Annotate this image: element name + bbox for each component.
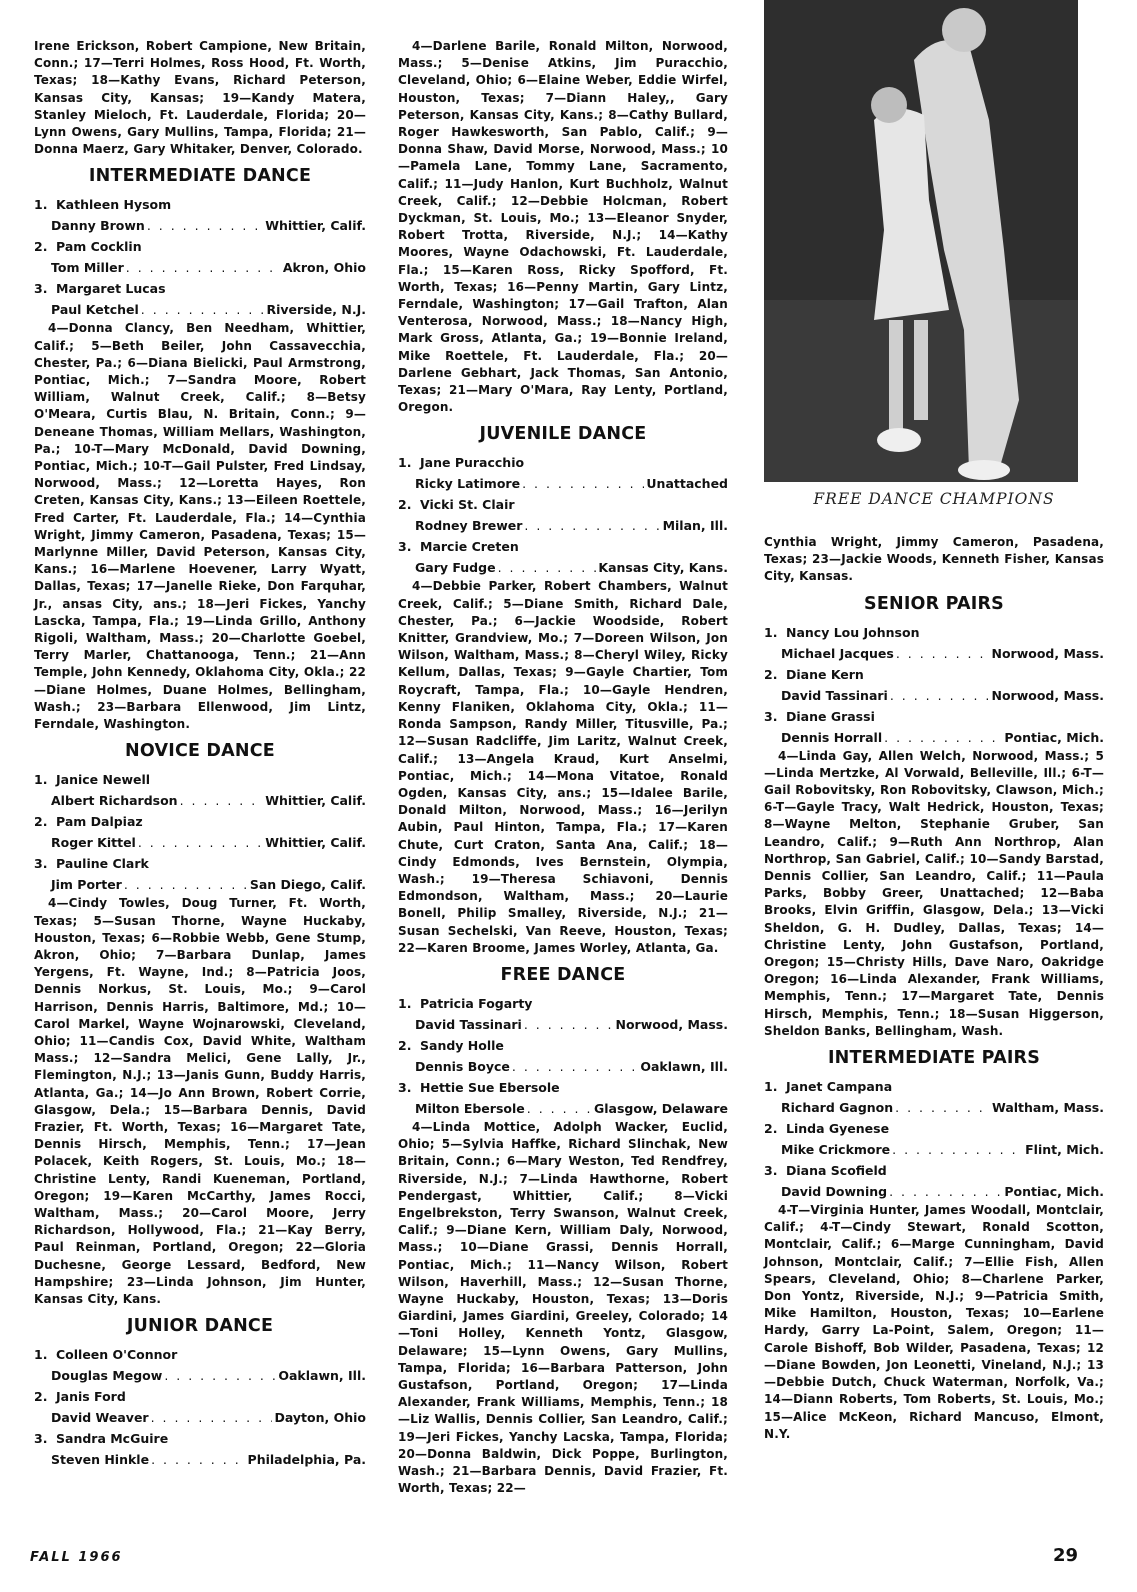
placing-entry	[34, 278, 366, 320]
section-title-novice-dance: NOVICE DANCE	[125, 741, 275, 762]
dot-leader	[138, 832, 263, 853]
dot-leader	[164, 1365, 276, 1386]
placing-club-city: Milan, Ill.	[662, 518, 728, 534]
placing-partner-line	[764, 1097, 1104, 1118]
placing-club-city: Dayton, Ohio	[274, 1410, 366, 1426]
placing-number: 3.	[34, 856, 48, 872]
results-paragraph-free-dance-continued: Cynthia Wright, Jimmy Cameron, Pasadena, Texas; 23—Jackie Woods, Kenneth Fisher, Kansas City, Kansas.	[764, 535, 1104, 584]
placing-skater-partner: David Downing	[781, 1184, 888, 1200]
placing-number: 1.	[398, 995, 412, 1011]
placing-club-city: Whittier, Calif.	[265, 218, 366, 234]
placing-skater-partner: Milton Ebersole	[415, 1100, 525, 1116]
placing-skater-partner: Ricky Latimore	[415, 476, 521, 492]
placing-number: 1.	[34, 1347, 48, 1363]
placing-skater-partner: David Tassinari	[781, 687, 888, 703]
placing-head	[398, 452, 728, 473]
placing-head	[398, 993, 728, 1014]
placing-skater-partner: Michael Jacques	[781, 645, 894, 661]
placing-entry	[764, 1118, 1104, 1160]
placing-head	[764, 1076, 1104, 1097]
female-skater-head	[871, 87, 907, 123]
placing-skater-lady: Marcie Creten	[420, 539, 519, 555]
dot-leader	[522, 473, 644, 494]
skate-boot-2	[958, 460, 1010, 480]
placing-entry	[398, 494, 728, 536]
placing-head	[398, 1077, 728, 1098]
placing-club-city: Pontiac, Mich.	[1004, 1184, 1104, 1200]
results-paragraph-intermediate-pairs: 4-T—Virginia Hunter, James Woodall, Montclair, Calif.; 4-T—Cindy Stewart, Ronald Scotton, Montclair, Calif.; 6—Marge Cunningham, David Johnson, Montclair, Calif.; 7—Ellie Fish, Allen Spears, Cleveland, Ohio; 8—Charlene Parker, Don Yontz, Riverside, N.J.; 9—Patricia Smith, Mike Hamilton, Houston, Texas; 10—Earlene Hardy, Garry La-Point, Salem, Oregon; 11—Carole Bishoff, Bob Wilder, Pasadena, Texas; 12—Diane Bowden, Jon Leonetti, Vineland, N.J.; 13—Debbie Dutch, Chuck Waterman, Norfolk, Va.; 14—Diann Roberts, Tom Roberts, St. Louis, Mo.; 15—Alice McKeon, Richard Mancuso, Elmont, N.Y.	[764, 1203, 1104, 1441]
placing-number: 2.	[34, 239, 48, 255]
placings-intermediate-dance	[34, 194, 366, 320]
placing-number: 1.	[764, 1079, 778, 1095]
placing-club-city: Unattached	[646, 476, 728, 492]
placing-entry	[34, 769, 366, 811]
placing-club-city: Philadelphia, Pa.	[247, 1452, 366, 1468]
placing-entry	[398, 452, 728, 494]
photo-caption: FREE DANCE CHAMPIONS	[813, 490, 1055, 508]
placing-entry	[34, 811, 366, 853]
dot-leader	[524, 1014, 614, 1035]
champions-photo	[764, 0, 1078, 482]
placing-club-city: Norwood, Mass.	[615, 1016, 728, 1032]
placing-club-city: San Diego, Calif.	[249, 877, 366, 893]
placing-number: 2.	[398, 1037, 412, 1053]
section-title-free-dance: FREE DANCE	[500, 964, 626, 985]
results-paragraph-juvenile-dance: 4—Debbie Parker, Robert Chambers, Walnut Creek, Calif.; 5—Diane Smith, Richard Dale, Chester, Pa.; 6—Jackie Woodside, Robert Knitter, Grandview, Mo.; 7—Doreen Wilson, Jon Wilson, Waltham, Mass.; 8—Cheryl Wiley, Ricky Kellum, Dallas, Texas; 9—Gayle Chartier, Tom Roycraft, Tampa, Fla.; 10—Gayle Hendren, Kenny Flaniken, Oklahoma City, Okla.; 11—Ronda Sampson, Randy Miller, Titusville, Pa.; 12—Susan Radcliffe, Jim Laritz, Walnut Creek, Calif.; 13—Angela Kraud, Kurt Anselmi, Pontiac, Mich.; 14—Mona Vitatoe, Ronald Ogden, Kansas City, ans.; 15—Idalee Barile, Donald Milton, Norwood, Mass.; 16—Jerilyn Aubin, Paul Hinton, Tampa, Fla.; 17—Karen Chute, Curt Craton, Santa Ana, Calif.; 18—Cindy Edmonds, Ives Bernstein, Olympia, Wash.; 19—Theresa Schiavoni, Dennis Edmondson, Waltham, Mass.; 20—Laurie Bonell, Philip Smalley, Riverside, N.J.; 21—Susan Sechelski, Van Reeve, Houston, Texas; 22—Karen Broome, James Worley, Atlanta, Ga.	[398, 579, 728, 955]
placings-free-dance	[398, 993, 728, 1119]
placing-partner-line	[34, 874, 366, 895]
placing-entry	[398, 1077, 728, 1119]
placing-number: 2.	[764, 1121, 778, 1137]
placing-entry	[34, 1386, 366, 1428]
placing-partner-line	[398, 557, 728, 578]
placing-head	[764, 622, 1104, 643]
placing-skater-partner: Albert Richardson	[51, 793, 178, 809]
placing-head	[764, 706, 1104, 727]
placing-skater-partner: Gary Fudge	[415, 560, 496, 576]
placing-partner-line	[398, 1014, 728, 1035]
placing-club-city: Flint, Mich.	[1025, 1142, 1104, 1158]
placing-partner-line	[34, 1449, 366, 1470]
female-skater-leg-2	[914, 320, 928, 420]
placing-partner-line	[34, 1365, 366, 1386]
dot-leader	[512, 1056, 638, 1077]
placing-head	[34, 1428, 366, 1449]
placing-skater-lady: Vicki St. Clair	[420, 497, 515, 513]
dot-leader	[527, 1098, 592, 1119]
section-title-intermediate-pairs: INTERMEDIATE PAIRS	[827, 1048, 1041, 1069]
placing-partner-line	[398, 1098, 728, 1119]
placing-partner-line	[764, 1181, 1104, 1202]
placing-skater-partner: David Tassinari	[415, 1016, 522, 1032]
placing-skater-lady: Pam Dalpiaz	[56, 814, 143, 830]
placing-entry	[398, 1035, 728, 1077]
dot-leader	[180, 790, 264, 811]
section-title-senior-pairs: SENIOR PAIRS	[864, 593, 1004, 614]
column-left	[34, 38, 366, 1470]
placing-entry	[764, 706, 1104, 748]
placing-skater-lady: Janis Ford	[56, 1389, 126, 1405]
placing-partner-line	[398, 1056, 728, 1077]
section-title-intermediate-dance: INTERMEDIATE DANCE	[88, 166, 312, 187]
placing-skater-partner: Paul Ketchel	[51, 302, 139, 318]
issue-label: FALL 1966	[30, 1550, 123, 1565]
placing-skater-lady: Sandra McGuire	[56, 1431, 169, 1447]
placing-entry	[34, 1344, 366, 1386]
placings-juvenile-dance	[398, 452, 728, 578]
dot-leader	[151, 1407, 273, 1428]
placing-skater-partner: Roger Kittel	[51, 835, 136, 851]
placing-number: 3.	[34, 281, 48, 297]
placing-partner-line	[34, 299, 366, 320]
placing-skater-lady: Patricia Fogarty	[420, 995, 533, 1011]
placings-junior-dance	[34, 1344, 366, 1470]
placing-number: 3.	[398, 1079, 412, 1095]
placing-number: 3.	[34, 1431, 48, 1447]
results-paragraph-intermediate-dance: 4—Donna Clancy, Ben Needham, Whittier, Calif.; 5—Beth Beiler, John Cassavecchia, Chester, Pa.; 6—Diana Bielicki, Paul Armstrong, Pontiac, Mich.; 7—Sandra Moore, Robert William, Walnut Creek, Calif.; 8—Betsy O'Meara, Curtis Blau, N. Britain, Conn.; 9—Deneane Thomas, William Mellars, Washington, Pa.; 10-T—Mary McDonald, David Downing, Pontiac, Mich.; 10-T—Gail Pulster, Fred Lindsay, Norwood, Mass.; 12—Loretta Hayes, Ron Creten, Kansas City, Kans.; 13—Eileen Roettele, Fred Carter, Ft. Lauderdale, Fla.; 14—Cynthia Wright, Jimmy Cameron, Pasadena, Texas; 15—Marlynne Miller, David Peterson, Kansas City, Kans.; 16—Marlene Hoevener, Larry Wyatt, Dallas, Texas; 17—Janelle Rieke, Don Farquhar, Jr., ansas City, ans.; 18—Jeri Fickes, Yanchy Lascka, Tampa, Fla.; 19—Linda Grillo, Anthony Rigoli, Waltham, Mass.; 20—Charlotte Goebel, Terry Marler, Chattanooga, Tenn.; 21—Ann Temple, John Kennedy, Oklahoma City, Okla.; 22—Diane Holmes, Duane Holmes, Bellingham, Wash.; 23—Barbara Ellenwood, Jim Lintz, Ferndale, Washington.	[34, 321, 366, 732]
results-continued-paragraph: Irene Erickson, Robert Campione, New Britain, Conn.; 17—Terri Holmes, Ross Hood, Ft. Worth, Texas; 18—Kathy Evans, Richard Peterson, Kansas City, Kansas; 19—Kandy Matera, Stanley Mieloch, Ft. Lauderdale, Florida; 20—Lynn Owens, Gary Mullins, Tampa, Florida; 21—Donna Maerz, Gary Whitaker, Denver, Colorado.	[34, 39, 366, 157]
placing-entry	[398, 536, 728, 578]
placing-skater-partner: Rodney Brewer	[415, 518, 523, 534]
dot-leader	[141, 299, 265, 320]
placing-entry	[764, 622, 1104, 664]
placing-head	[764, 664, 1104, 685]
placing-skater-partner: Richard Gagnon	[781, 1100, 894, 1116]
placing-entry	[764, 664, 1104, 706]
placing-partner-line	[34, 1407, 366, 1428]
placing-skater-lady: Diane Grassi	[786, 708, 875, 724]
placing-partner-line	[34, 832, 366, 853]
dot-leader	[890, 685, 990, 706]
placing-skater-lady: Kathleen Hysom	[56, 197, 172, 213]
placing-skater-lady: Pam Cocklin	[56, 239, 142, 255]
placing-head	[34, 811, 366, 832]
placing-skater-partner: Dennis Boyce	[415, 1058, 510, 1074]
dot-leader	[884, 727, 1002, 748]
placing-number: 1.	[34, 197, 48, 213]
placing-partner-line	[34, 215, 366, 236]
placing-head	[398, 1035, 728, 1056]
placing-head	[764, 1118, 1104, 1139]
placing-partner-line	[34, 257, 366, 278]
placing-skater-lady: Jane Puracchio	[420, 455, 525, 471]
placing-number: 3.	[764, 1163, 778, 1179]
placing-skater-partner: David Weaver	[51, 1410, 149, 1426]
placing-skater-lady: Linda Gyenese	[786, 1121, 890, 1137]
placing-head	[34, 1344, 366, 1365]
skating-couple-illustration	[764, 0, 1078, 482]
page-number: 29	[1053, 1545, 1079, 1566]
male-skater-head	[942, 8, 986, 52]
skate-boot	[877, 428, 921, 452]
placing-skater-lady: Pauline Clark	[56, 856, 149, 872]
placing-skater-lady: Hettie Sue Ebersole	[420, 1079, 560, 1095]
dot-leader	[895, 1097, 990, 1118]
placing-club-city: Akron, Ohio	[282, 260, 366, 276]
placing-skater-lady: Nancy Lou Johnson	[786, 624, 920, 640]
placings-senior-pairs	[764, 622, 1104, 748]
placing-head	[34, 194, 366, 215]
placing-head	[34, 769, 366, 790]
placing-entry	[398, 993, 728, 1035]
placing-number: 1.	[34, 772, 48, 788]
placing-entry	[764, 1160, 1104, 1202]
results-paragraph-junior-dance: 4—Darlene Barile, Ronald Milton, Norwood, Mass.; 5—Denise Atkins, Jim Puracchio, Cleveland, Ohio; 6—Elaine Weber, Eddie Wirfel, Houston, Texas; 7—Diann Haley,, Gary Peterson, Kansas City, Kans.; 8—Cathy Bullard, Roger Hawkesworth, San Pablo, Calif.; 9—Donna Shaw, David Morse, Norwood, Mass.; 10—Pamela Lane, Tommy Lane, Sacramento, Calif.; 11—Judy Hanlon, Kurt Buchholz, Walnut Creek, Calif.; 12—Debbie Holcman, Robert Dyckman, St. Louis, Mo.; 13—Eleanor Snyder, Robert Trotta, Riverside, N.J.; 14—Kathy Moores, Wayne Odachowski, Ft. Lauderdale, Fla.; 15—Karen Ross, Ricky Spofford, Ft. Worth, Texas; 16—Penny Martin, Gary Lintz, Ferndale, Washington; 17—Gail Trafton, Alan Venterosa, Norwood, Mass.; 18—Nancy High, Mark Gross, Atlanta, Ga.; 19—Bonnie Ireland, Mike Roettele, Ft. Lauderdale, Fla.; 20—Darlene Gebhart, Jack Thomas, San Antonio, Texas; 21—Mary O'Mara, Ray Lenty, Portland, Oregon.	[398, 39, 728, 415]
placing-entry	[764, 1076, 1104, 1118]
dot-leader	[124, 874, 248, 895]
placing-number: 2.	[34, 814, 48, 830]
section-title-juvenile-dance: JUVENILE DANCE	[479, 424, 647, 445]
results-paragraph-senior-pairs: 4—Linda Gay, Allen Welch, Norwood, Mass.; 5—Linda Mertzke, Al Vorwald, Belleville, Ill.; 6-T—Gail Robovitsky, Ron Robovitsky, Clawson, Mich.; 6-T—Gayle Tracy, Walt Hedrick, Houston, Texas; 8—Wayne Melton, Stephanie Gruber, San Leandro, Calif.; 9—Ruth Ann Northrop, Alan Northrop, San Gabriel, Calif.; 10—Sandy Barstad, Dennis Collier, San Leandro, Calif.; 11—Paula Parks, Bobby Greer, Unattached; 12—Baba Brooks, Elvin Griffin, Glasgow, Dela.; 13—Vicki Sheldon, G. H. Dudley, Dallas, Texas; 14—Christine Lenty, John Gustafson, Portland, Oregon; 15—Christy Hills, Dave Naro, Oakridge Oregon; 16—Linda Alexander, Frank Williams, Memphis, Tenn.; 17—Margaret Tate, Dennis Hirsch, Memphis, Tenn.; 18—Susan Higgerson, Sheldon Banks, Bellingham, Wash.	[764, 748, 1104, 1038]
placing-club-city: Oaklawn, Ill.	[640, 1058, 728, 1074]
placing-partner-line	[764, 1139, 1104, 1160]
placing-partner-line	[34, 790, 366, 811]
placing-club-city: Whittier, Calif.	[265, 793, 366, 809]
placing-partner-line	[764, 685, 1104, 706]
placing-club-city: Whittier, Calif.	[265, 835, 366, 851]
placing-club-city: Oaklawn, Ill.	[278, 1368, 366, 1384]
placing-entry	[34, 853, 366, 895]
dot-leader	[524, 515, 660, 536]
placing-head	[398, 494, 728, 515]
placing-skater-partner: Steven Hinkle	[51, 1452, 150, 1468]
dot-leader	[151, 1449, 245, 1470]
placing-partner-line	[764, 727, 1104, 748]
placing-club-city: Glasgow, Delaware	[593, 1100, 728, 1116]
dot-leader	[892, 1139, 1023, 1160]
placing-number: 1.	[398, 455, 412, 471]
placing-skater-lady: Margaret Lucas	[56, 281, 166, 297]
placing-skater-partner: Dennis Horrall	[781, 729, 883, 745]
placing-club-city: Norwood, Mass.	[991, 687, 1104, 703]
placing-number: 2.	[34, 1389, 48, 1405]
placing-number: 3.	[764, 708, 778, 724]
placing-head	[764, 1160, 1104, 1181]
section-title-junior-dance: JUNIOR DANCE	[126, 1316, 274, 1337]
placing-partner-line	[398, 473, 728, 494]
results-paragraph-free-dance: 4—Linda Mottice, Adolph Wacker, Euclid, Ohio; 5—Sylvia Haffke, Richard Slinchak, New Britain, Conn.; 6—Mary Weston, Ted Rendfrey, Riverside, N.J.; 7—Linda Hawthorne, Robert Pendergast, Whittier, Calif.; 8—Vicki Engelbrekston, Terry Swanson, Walnut Creek, Calif.; 9—Diane Kern, William Daly, Norwood, Mass.; 10—Diane Grassi, Dennis Horrall, Pontiac, Mich.; 11—Nancy Wilson, Robert Wilson, Haverhill, Mass.; 12—Susan Thorne, Wayne Huckaby, Houston, Texas; 13—Doris Giardini, James Giardini, Greeley, Colorado; 14—Toni Holley, Kenneth Yontz, Glasgow, Delaware; 15—Lynn Owens, Gary Mullins, Tampa, Florida; 16—Barbara Patterson, John Gustafson, Portland, Oregon; 17—Linda Alexander, Frank Williams, Memphis, Tenn.; 18—Liz Wallis, Dennis Collier, San Leandro, Calif.; 19—Jeri Fickes, Yanchy Lacska, Tampa, Florida; 20—Donna Baldwin, Dick Poppe, Burlington, Wash.; 21—Barbara Dennis, David Frazier, Ft. Worth, Texas; 22—	[398, 1119, 728, 1496]
placing-number: 2.	[764, 666, 778, 682]
placing-head	[34, 1386, 366, 1407]
placing-partner-line	[398, 515, 728, 536]
dot-leader	[889, 1181, 1002, 1202]
placing-entry	[34, 194, 366, 236]
female-skater-leg	[889, 320, 903, 430]
placing-skater-partner: Tom Miller	[51, 260, 124, 276]
results-paragraph-novice-dance: 4—Cindy Towles, Doug Turner, Ft. Worth, Texas; 5—Susan Thorne, Wayne Huckaby, Houston, Texas; 6—Robbie Webb, Gene Stump, Akron, Ohio; 7—Barbara Dunlap, James Yergens, Ft. Wayne, Ind.; 8—Patricia Joos, Dennis Norkus, St. Louis, Mo.; 9—Carol Harrison, Dennis Harris, Baltimore, Md.; 10—Carol Markel, Wayne Wojnarowski, Cleveland, Ohio; 11—Candis Cox, David White, Waltham Mass.; 12—Sandra Melici, Gene Lally, Jr., Flemington, N.J.; 13—Janis Gunn, Buddy Harris, Atlanta, Ga.; 14—Jo Ann Brown, Robert Corrie, Glasgow, Dela.; 15—Barbara Dennis, David Frazier, Ft. Worth, Texas; 16—Margaret Tate, Dennis Hirsch, Memphis, Tenn.; 17—Jean Polacek, Keith Rogers, St. Louis, Mo.; 18—Christine Lenty, Randi Kueneman, Portland, Oregon; 19—Karen McCarthy, James Rocci, Waltham, Mass.; 20—Carol Moore, Jerry Richardson, Hollywood, Fla.; 21—Kay Berry, Paul Reinman, Portland, Oregon; 22—Gloria Duchesne, George Lessard, Bedford, New Hampshire; 23—Linda Johnson, Jim Hunter, Kansas City, Kans.	[34, 896, 366, 1306]
placing-club-city: Riverside, N.J.	[266, 302, 366, 318]
placing-head	[398, 536, 728, 557]
placing-number: 1.	[764, 624, 778, 640]
placing-skater-lady: Colleen O'Connor	[56, 1347, 178, 1363]
dot-leader	[147, 215, 263, 236]
placing-club-city: Waltham, Mass.	[992, 1100, 1104, 1116]
placing-skater-partner: Mike Crickmore	[781, 1142, 891, 1158]
placing-skater-partner: Douglas Megow	[51, 1368, 163, 1384]
placing-head	[34, 278, 366, 299]
placing-skater-partner: Danny Brown	[51, 218, 145, 234]
placing-number: 3.	[398, 539, 412, 555]
placing-head	[34, 236, 366, 257]
placing-club-city: Pontiac, Mich.	[1004, 729, 1104, 745]
placing-partner-line	[764, 643, 1104, 664]
placing-club-city: Kansas City, Kans.	[598, 560, 728, 576]
dot-leader	[498, 557, 597, 578]
placing-skater-partner: Jim Porter	[51, 877, 122, 893]
dot-leader	[896, 643, 990, 664]
placing-entry	[34, 236, 366, 278]
column-middle	[398, 38, 728, 1503]
placing-skater-lady: Janet Campana	[786, 1079, 893, 1095]
placing-number: 2.	[398, 497, 412, 513]
placing-skater-lady: Sandy Holle	[420, 1037, 504, 1053]
placing-skater-lady: Diana Scofield	[786, 1163, 887, 1179]
placing-head	[34, 853, 366, 874]
placing-skater-lady: Diane Kern	[786, 666, 864, 682]
column-right	[764, 0, 1104, 1449]
placings-intermediate-pairs	[764, 1076, 1104, 1202]
placing-club-city: Norwood, Mass.	[991, 645, 1104, 661]
placing-entry	[34, 1428, 366, 1470]
dot-leader	[126, 257, 281, 278]
placings-novice-dance	[34, 769, 366, 895]
placing-skater-lady: Janice Newell	[56, 772, 151, 788]
